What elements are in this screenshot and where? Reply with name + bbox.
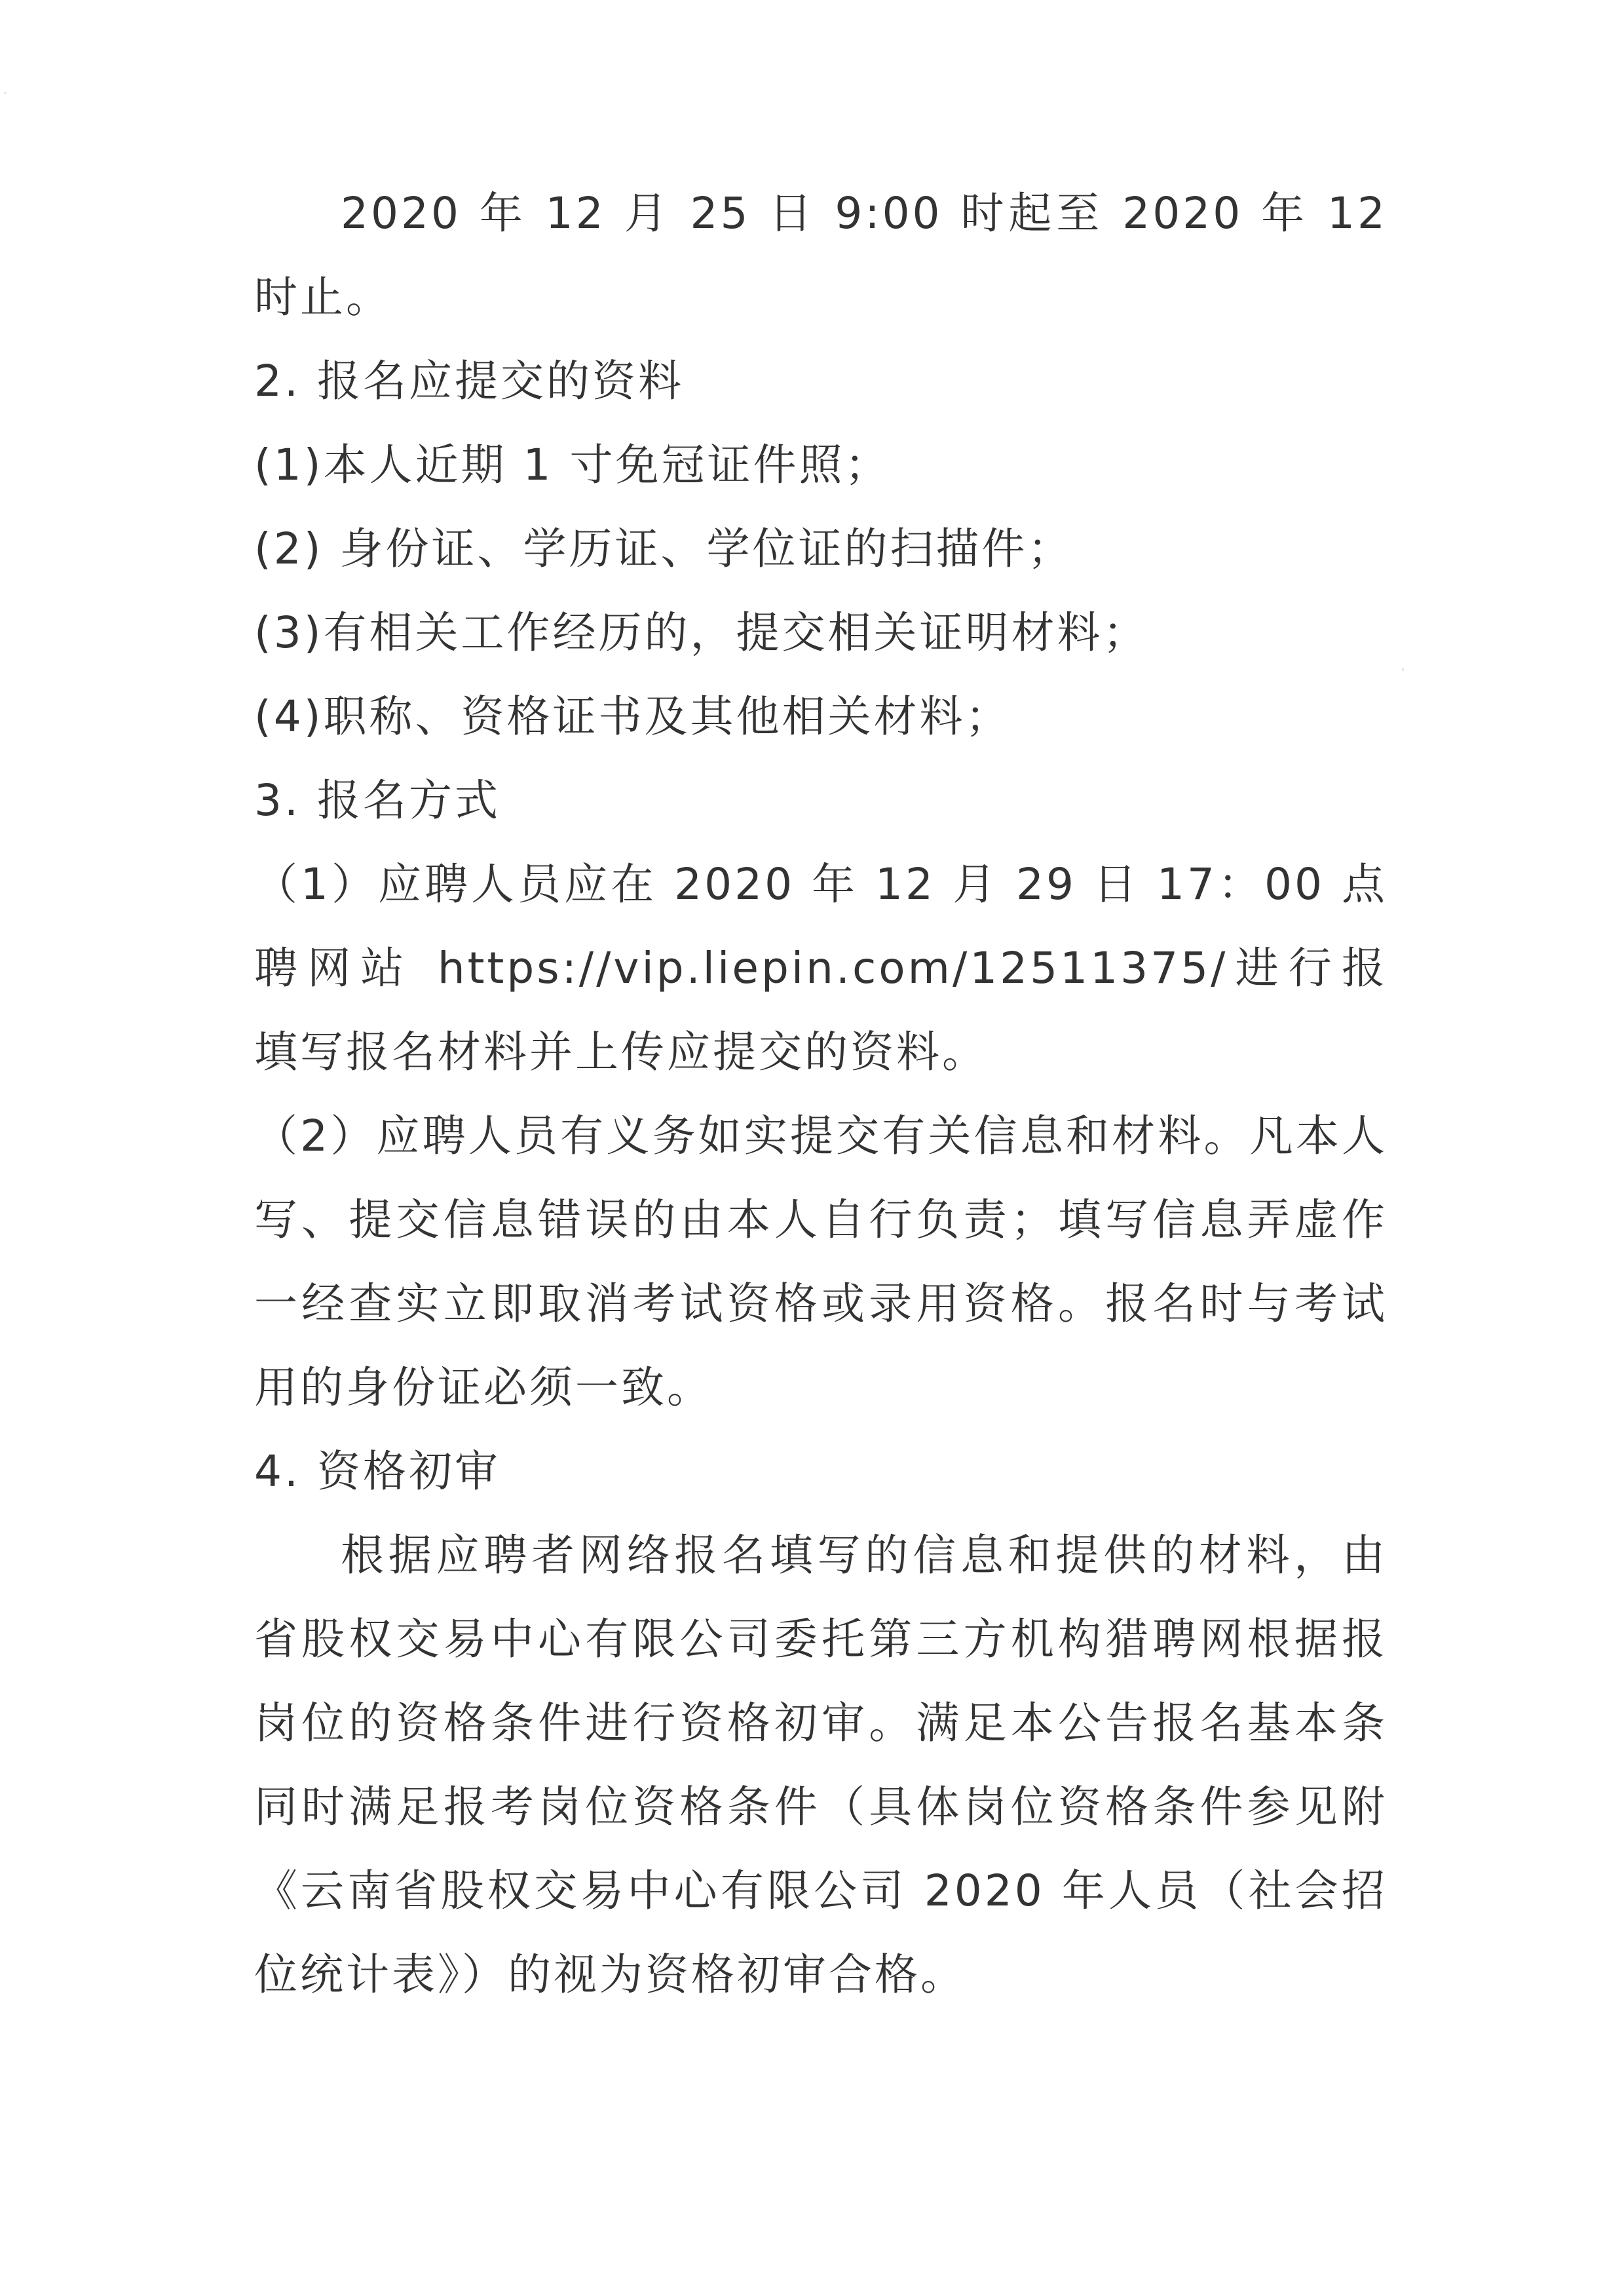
paragraph-line: 《云南省股权交易中心有限公司 2020 年人员（社会招: [254, 1866, 1388, 1916]
scan-edge-mark: [1402, 668, 1404, 671]
section-heading: 2. 报名应提交的资料: [254, 356, 684, 406]
list-item: (1)本人近期 1 寸免冠证件照；: [254, 440, 891, 490]
paragraph-line: 位统计表》）的视为资格初审合格。: [254, 1949, 966, 2000]
paragraph-line: 2020 年 12 月 25 日 9:00 时起至 2020 年 12: [341, 188, 1388, 239]
paragraph-line: （1）应聘人员应在 2020 年 12 月 29 日 17：00 点: [254, 859, 1388, 909]
list-item: (2) 身份证、学历证、学位证的扫描件；: [254, 524, 1074, 574]
list-item: (4)职称、资格证书及其他相关材料；: [254, 691, 1011, 742]
document-body: [254, 172, 1388, 2017]
section-heading: 4. 资格初审: [254, 1446, 500, 1497]
paragraph-line: 时止。: [254, 272, 392, 322]
paragraph-line: 填写报名材料并上传应提交的资料。: [254, 1027, 988, 1077]
list-item: (3)有相关工作经历的，提交相关证明材料；: [254, 607, 1149, 658]
paragraph-line: 一经查实立即取消考试资格或录用资格。报名时与考试: [254, 1278, 1388, 1329]
paragraph-line: 同时满足报考岗位资格条件（具体岗位资格条件参见附: [254, 1782, 1388, 1832]
section-heading: 3. 报名方式: [254, 775, 500, 826]
paragraph-line: （2）应聘人员有义务如实提交有关信息和材料。凡本人: [254, 1111, 1388, 1161]
paragraph-line: 岗位的资格条件进行资格初审。满足本公告报名基本条: [254, 1698, 1388, 1748]
scan-edge-mark: [4, 92, 7, 94]
paragraph-line: 用的身份证必须一致。: [254, 1362, 713, 1413]
paragraph-line: 省股权交易中心有限公司委托第三方机构猎聘网根据报: [254, 1614, 1388, 1664]
paragraph-line: 聘网站 https://vip.liepin.com/12511375/进行报: [254, 943, 1388, 993]
paragraph-line: 写、提交信息错误的由本人自行负责；填写信息弄虚作: [254, 1195, 1388, 1245]
paragraph-line: 根据应聘者网络报名填写的信息和提供的材料，由: [341, 1530, 1388, 1580]
